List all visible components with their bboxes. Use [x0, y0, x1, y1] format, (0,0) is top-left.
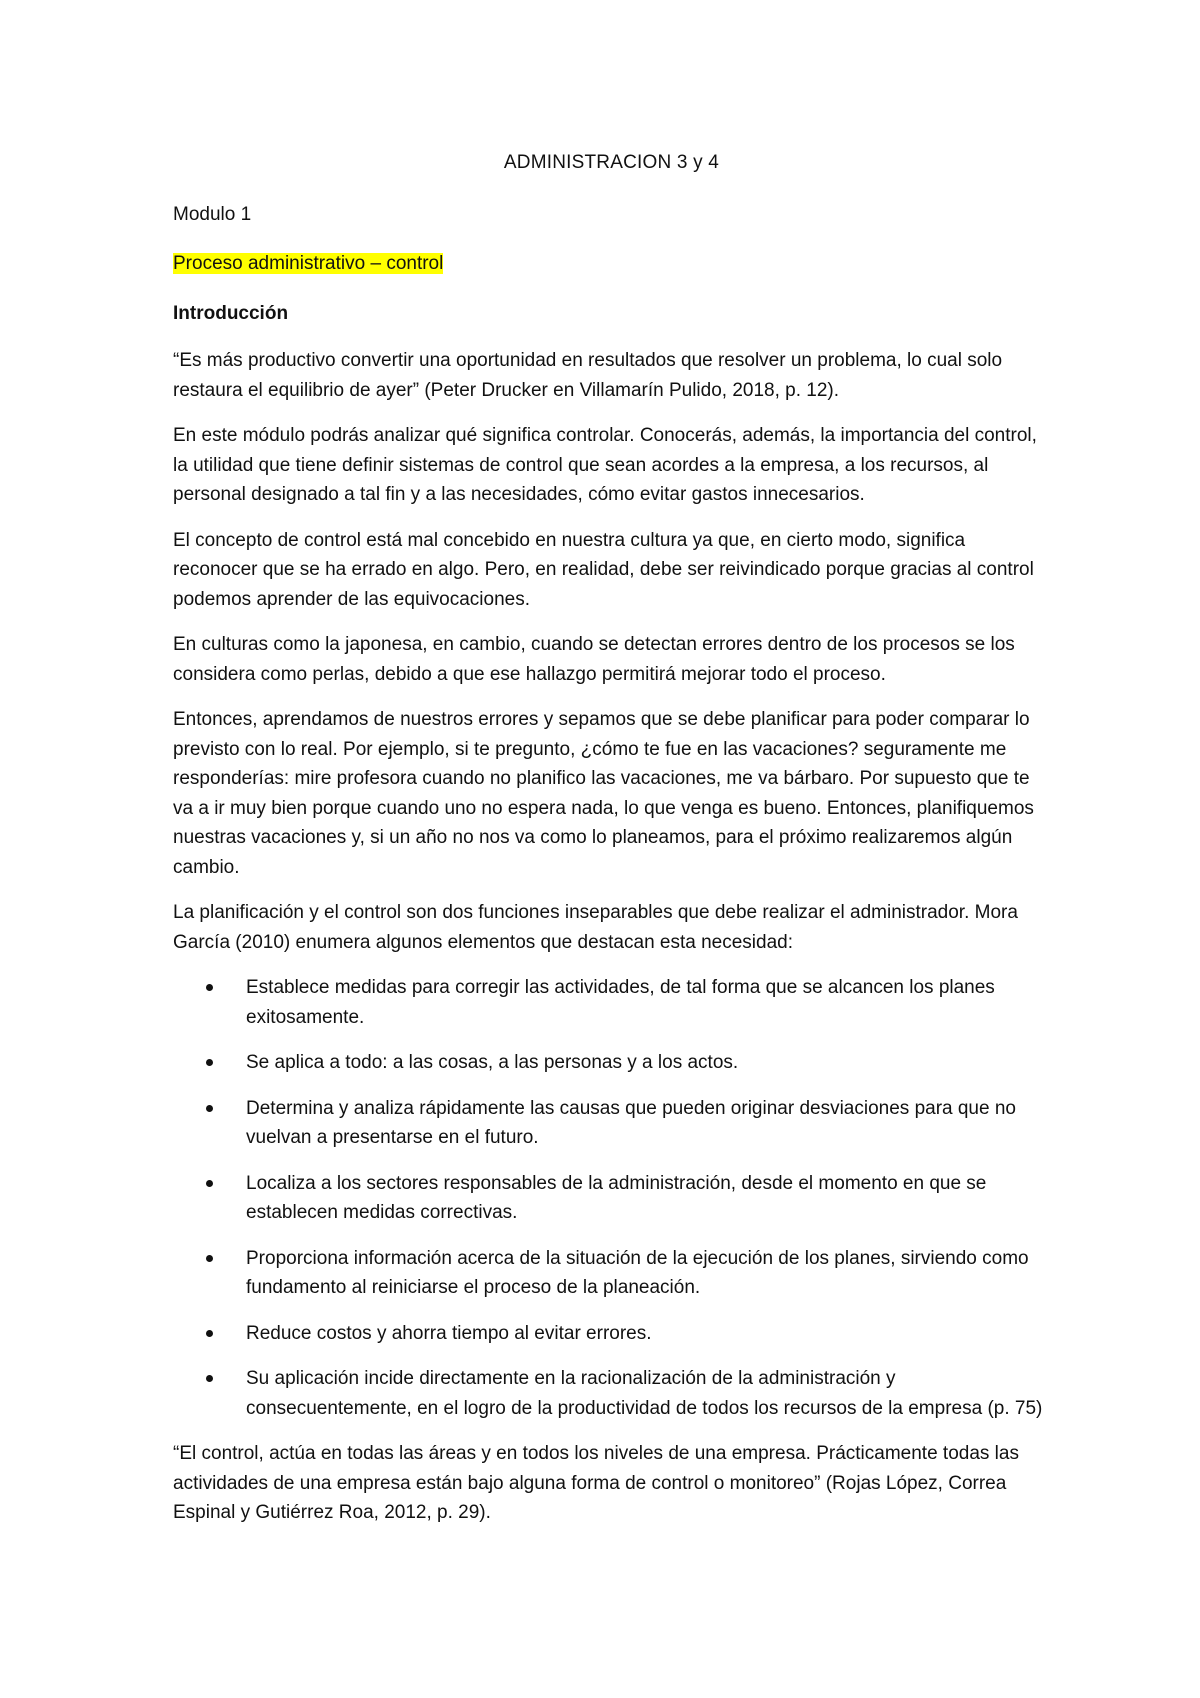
- bullet-icon: [206, 984, 213, 991]
- list-item-text: Proporciona información acerca de la situación de la ejecución de los planes, sirviendo como fundamento al reiniciarse el proceso de la planeación.: [246, 1247, 1029, 1298]
- paragraph-quote-drucker: “Es más productivo convertir una oportunidad en resultados que resolver un problema, lo cual solo restaura el equilibrio de ayer” (Peter Drucker en Villamarín Pulido, 2018, p. 12).: [173, 350, 1003, 401]
- paragraph-planning-control: La planificación y el control son dos funciones inseparables que debe realizar el administrador. Mora García (2010) enumera algunos elementos que destacan esta necesidad:: [173, 902, 1018, 953]
- bullet-icon: [206, 1255, 213, 1262]
- list-item-text: Determina y analiza rápidamente las causas que pueden originar desviaciones para que no vuelvan a presentarse en el futuro.: [246, 1097, 1016, 1148]
- section-title-line: [173, 249, 1050, 279]
- intro-heading: Introducción: [173, 302, 289, 324]
- paragraph-control-concept: El concepto de control está mal concebido en nuestra cultura ya que, en cierto modo, significa reconocer que se ha errado en algo. Pero, en realidad, debe ser reivindicado porque gracias al control podemos aprender de las equivocaciones.: [173, 529, 1034, 610]
- paragraph-vacation-example: Entonces, aprendamos de nuestros errores y sepamos que se debe planificar para poder comparar lo previsto con lo real. Por ejemplo, si te pregunto, ¿cómo te fue en las vacaciones? seguramente me responderías: mire profesora cuando no planifico las vacaciones, me va bárbaro. Por supuesto que te va a ir muy bien porque cuando uno no espera nada, lo que venga es bueno. Entonces, planifiquemos nuestras vacaciones y, si un año no nos va como lo planeamos, para el próximo realizaremos algún cambio.: [173, 709, 1034, 878]
- document-title: ADMINISTRACION 3 y 4: [503, 152, 720, 173]
- list-item-text: Su aplicación incide directamente en la racionalización de la administración y consecuentemente, en el logro de la productividad de todos los recursos de la empresa (p. 75): [246, 1368, 1043, 1419]
- list-item: [246, 1094, 1050, 1153]
- bullet-icon: [206, 1180, 213, 1187]
- list-item: [246, 1169, 1050, 1228]
- list-item: [246, 1364, 1050, 1423]
- section-title-highlighted: Proceso administrativo – control: [173, 253, 444, 274]
- paragraph-japanese-culture: En culturas como la japonesa, en cambio, cuando se detectan errores dentro de los procesos se los considera como perlas, debido a que ese hallazgo permitirá mejorar todo el proceso.: [173, 634, 1015, 685]
- list-item: [246, 1319, 1050, 1349]
- list-item: [246, 1048, 1050, 1078]
- list-item-text: Se aplica a todo: a las cosas, a las personas y a los actos.: [246, 1052, 739, 1073]
- list-item: [246, 973, 1050, 1032]
- list-item-text: Localiza a los sectores responsables de la administración, desde el momento en que se establecen medidas correctivas.: [246, 1172, 987, 1223]
- paragraph-closing-quote: “El control, actúa en todas las áreas y en todos los niveles de una empresa. Prácticamente todas las actividades de una empresa están bajo alguna forma de control o monitoreo” (Rojas López, Correa Espinal y Gutiérrez Roa, 2012, p. 29).: [173, 1443, 1019, 1523]
- list-item: [246, 1244, 1050, 1303]
- module-label: Modulo 1: [173, 203, 252, 225]
- bullet-icon: [206, 1330, 213, 1337]
- control-elements-list: [173, 973, 1050, 1423]
- list-item-text: Establece medidas para corregir las actividades, de tal forma que se alcancen los planes exitosamente.: [246, 977, 995, 1028]
- paragraph-module-overview: En este módulo podrás analizar qué significa controlar. Conocerás, además, la importancia del control, la utilidad que tiene definir sistemas de control que sean acordes a la empresa, a los recursos, al personal designado a tal fin y a las necesidades, cómo evitar gastos innecesarios.: [173, 425, 1037, 505]
- bullet-icon: [206, 1059, 213, 1066]
- bullet-icon: [206, 1105, 213, 1112]
- bullet-icon: [206, 1375, 213, 1382]
- list-item-text: Reduce costos y ahorra tiempo al evitar errores.: [246, 1322, 652, 1344]
